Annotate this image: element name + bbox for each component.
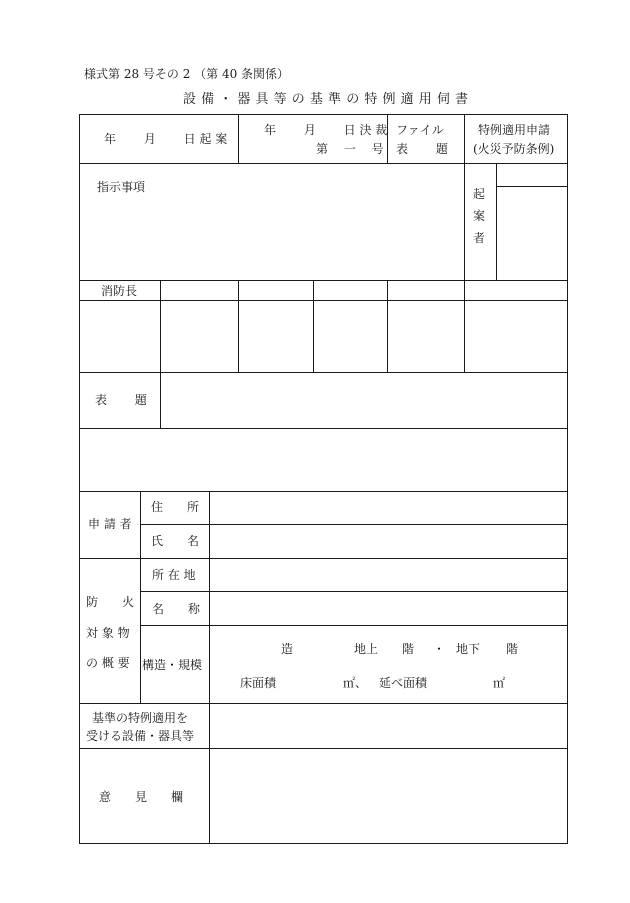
structure-label: 構造・規模 xyxy=(142,658,203,672)
application-label: 特例適用申請 xyxy=(478,123,551,137)
total-area-label: 延べ面積 xyxy=(379,676,428,690)
standards-label-2: 受ける設備・器具等 xyxy=(86,729,195,743)
drafter-label-1: 起 xyxy=(473,187,486,201)
fire-object-label-2: 対 象 物 xyxy=(86,626,130,640)
floor-area-label: 床面積 xyxy=(240,676,277,690)
fire-object-label-3: の 概 要 xyxy=(86,656,130,670)
structure-zo: 造 xyxy=(281,642,294,656)
ordinance-label: (火災予防条例) xyxy=(473,142,555,156)
above-ground-label: 地上 xyxy=(354,642,379,656)
dai-go-label: 第 一 号 xyxy=(316,142,384,156)
building-name-label: 名 称 xyxy=(152,602,201,616)
form-reference: 様式第 28 号その 2 （第 40 条関係） xyxy=(84,67,290,81)
file-label: ファイル xyxy=(396,123,444,137)
drafter-label-2: 案 xyxy=(473,209,486,223)
kian-date-label: 年 月 日 起 案 xyxy=(104,132,228,146)
document-title: 設 備 ・ 器 具 等 の 基 準 の 特 例 適 用 伺 書 xyxy=(183,92,469,107)
sqm-unit-1: ㎡、 xyxy=(343,676,368,690)
fire-chief-label: 消防長 xyxy=(101,284,138,298)
drafter-label-3: 者 xyxy=(473,231,486,245)
address-label: 住 所 xyxy=(151,500,200,514)
opinion-label: 意 見 欄 xyxy=(99,790,184,804)
file-title-label: 表 題 xyxy=(396,142,448,156)
floor-label-1: 階 xyxy=(402,642,415,656)
applicant-label: 申 請 者 xyxy=(88,517,132,531)
kessai-date-label: 年 月 日 決 裁 xyxy=(264,123,388,137)
floor-label-2: 階 xyxy=(506,642,519,656)
location-label: 所 在 地 xyxy=(152,568,196,582)
instructions-label: 指示事項 xyxy=(97,180,146,194)
subject-label: 表 題 xyxy=(95,393,147,407)
sqm-unit-2: ㎡ xyxy=(493,676,506,690)
fire-object-label-1: 防 火 xyxy=(86,595,135,609)
dot-separator: ・ xyxy=(433,642,446,656)
name-label: 氏 名 xyxy=(151,534,200,548)
standards-label-1: 基準の特例適用を xyxy=(92,711,189,725)
below-ground-label: 地下 xyxy=(456,642,481,656)
